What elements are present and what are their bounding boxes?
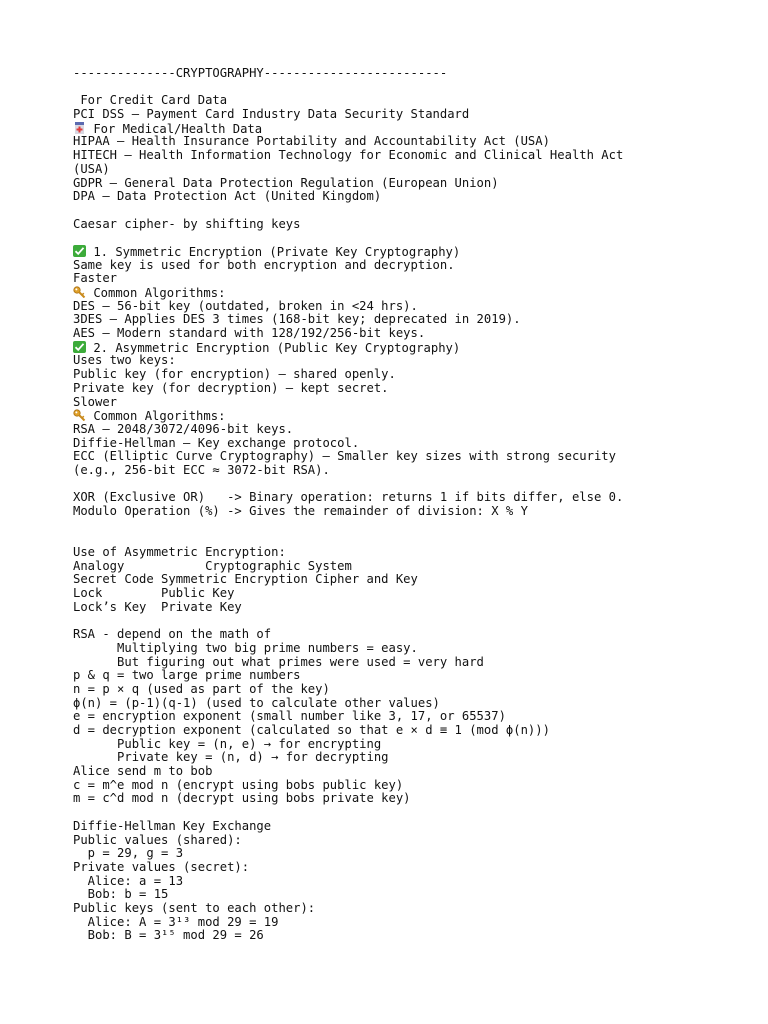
medical-icon xyxy=(73,122,86,134)
pci-dss-line: PCI DSS – Payment Card Industry Data Security Standard xyxy=(73,107,470,122)
key-icon xyxy=(73,409,86,421)
section-header: --------------CRYPTOGRAPHY------------------------- xyxy=(73,66,448,80)
asymmetric-uses-two: Uses two keys: xyxy=(73,353,176,368)
3des-line: 3DES – Applies DES 3 times (168-bit key; deprecated in 2019). xyxy=(73,312,521,327)
symmetric-same-key: Same key is used for both encryption and decryption. xyxy=(73,257,455,272)
rsa-d-line: d = decryption exponent (calculated so that e × d ≡ 1 (mod ϕ(n))) xyxy=(73,723,550,737)
private-key-line: Private key (for decryption) – kept secret. xyxy=(73,380,389,395)
asymmetric-speed: Slower xyxy=(73,394,118,409)
asymmetric-heading-line xyxy=(73,341,753,355)
dh-alice-A-line: Alice: A = 3¹³ mod 29 = 19 xyxy=(73,914,279,929)
aes-line: AES – Modern standard with 128/192/256-bit keys. xyxy=(73,326,426,341)
des-line: DES – 56-bit key (outdated, broken in <24 hrs). xyxy=(73,298,418,313)
analogy-row: Lock’s Key Private Key xyxy=(73,599,242,614)
rsa-hard-line: But figuring out what primes were used = very hard xyxy=(73,654,484,669)
rsa-easy-line: Multiplying two big prime numbers = easy. xyxy=(73,640,418,655)
dh-bob-b-line: Bob: b = 15 xyxy=(73,887,169,902)
ecc-line-1: ECC (Elliptic Curve Cryptography) – Smaller key sizes with strong security xyxy=(73,449,616,464)
medical-heading: For Medical/Health Data xyxy=(86,121,263,136)
rsa-line: RSA – 2048/3072/4096-bit keys. xyxy=(73,421,294,436)
asymmetric-heading: 2. Asymmetric Encryption (Public Key Cryptography) xyxy=(86,340,461,355)
dh-private-values: Private values (secret): xyxy=(73,859,250,874)
dh-public-values: Public values (shared): xyxy=(73,832,242,847)
key-icon xyxy=(73,286,86,298)
analogy-row: Secret Code Symmetric Encryption Cipher and Key xyxy=(73,572,418,587)
analogy-heading: Use of Asymmetric Encryption: xyxy=(73,545,286,560)
dpa-line: DPA – Data Protection Act (United Kingdom) xyxy=(73,189,382,204)
rsa-alice-line: Alice send m to bob xyxy=(73,764,213,779)
rsa-public-key-line: Public key = (n, e) → for encrypting xyxy=(73,736,382,751)
rsa-e-line: e = encryption exponent (small number like 3, 17, or 65537) xyxy=(73,709,506,724)
symmetric-algorithms-heading-line xyxy=(73,286,753,300)
medical-heading-line xyxy=(73,122,753,136)
symmetric-heading-line xyxy=(73,245,753,259)
rsa-heading: RSA - depend on the math of xyxy=(73,627,272,642)
rsa-decrypt-line: m = c^d mod n (decrypt using bobs private key) xyxy=(73,791,411,806)
xor-line: XOR (Exclusive OR) -> Binary operation: returns 1 if bits differ, else 0. xyxy=(73,490,624,505)
gdpr-line: GDPR – General Data Protection Regulation (European Union) xyxy=(73,175,499,190)
caesar-line: Caesar cipher- by shifting keys xyxy=(73,216,301,231)
dh-alice-a-line: Alice: a = 13 xyxy=(73,873,184,888)
document-page xyxy=(73,67,753,943)
asymmetric-algorithms-heading: Common Algorithms: xyxy=(86,409,226,424)
rsa-n-line: n = p × q (used as part of the key) xyxy=(73,681,330,696)
public-key-line: Public key (for encryption) – shared openly. xyxy=(73,367,396,382)
rsa-encrypt-line: c = m^e mod n (encrypt using bobs public key) xyxy=(73,777,404,792)
dh-pg-line: p = 29, g = 3 xyxy=(73,846,184,861)
rsa-pq-line: p & q = two large prime numbers xyxy=(73,668,301,683)
dh-line: Diffie-Hellman – Key exchange protocol. xyxy=(73,435,360,450)
asymmetric-algorithms-heading-line xyxy=(73,409,753,423)
dh-public-keys: Public keys (sent to each other): xyxy=(73,900,316,915)
hitech-line-2: (USA) xyxy=(73,161,110,176)
modulo-line: Modulo Operation (%) -> Gives the remainder of division: X % Y xyxy=(73,504,528,518)
rsa-phi-line: ϕ(n) = (p-1)(q-1) (used to calculate other values) xyxy=(73,695,440,710)
symmetric-speed: Faster xyxy=(73,271,118,286)
rsa-private-key-line: Private key = (n, d) → for decrypting xyxy=(73,750,389,765)
analogy-row: Lock Public Key xyxy=(73,586,235,601)
symmetric-heading: 1. Symmetric Encryption (Private Key Cryptography) xyxy=(86,244,461,259)
hitech-line-1: HITECH – Health Information Technology for Economic and Clinical Health Act xyxy=(73,148,624,163)
dh-bob-B-line: Bob: B = 3¹⁵ mod 29 = 26 xyxy=(73,928,264,943)
dh-heading: Diffie-Hellman Key Exchange xyxy=(73,818,272,833)
analogy-row: Analogy Cryptographic System xyxy=(73,558,352,573)
check-mark-icon xyxy=(73,341,86,353)
ecc-line-2: (e.g., 256-bit ECC ≈ 3072-bit RSA). xyxy=(73,462,330,477)
credit-card-heading: For Credit Card Data xyxy=(73,93,228,108)
symmetric-algorithms-heading: Common Algorithms: xyxy=(86,286,226,300)
check-mark-icon xyxy=(73,245,86,257)
hipaa-line: HIPAA – Health Insurance Portability and Accountability Act (USA) xyxy=(73,134,550,149)
